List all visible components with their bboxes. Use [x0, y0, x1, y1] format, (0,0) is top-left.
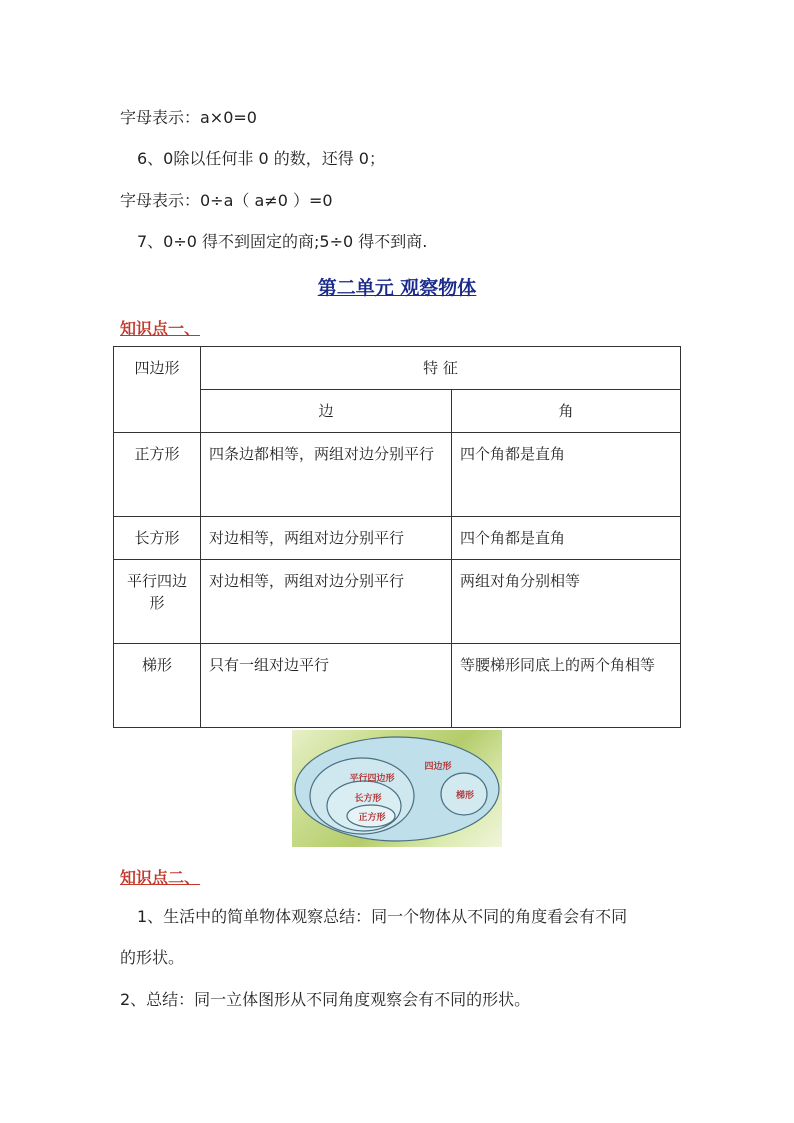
rule-line-6: 6、0除以任何非 0 的数，还得 0； [137, 149, 385, 168]
formula-line-1: 字母表示：a×0=0 [120, 108, 257, 127]
quadrilateral-feature-table [113, 346, 681, 728]
summary-paragraph-1-continued: 的形状。 [120, 948, 185, 967]
row-shape: 正方形 [114, 433, 201, 517]
header-shape: 四边形 [114, 347, 201, 433]
row-side: 只有一组对边平行 [201, 644, 452, 728]
row-side: 对边相等，两组对边分别平行 [201, 560, 452, 644]
quadrilateral-venn-diagram [292, 730, 502, 847]
table-row [114, 517, 681, 560]
row-shape: 平行四边形 [114, 560, 201, 644]
table-row [114, 560, 681, 644]
row-shape: 梯形 [114, 644, 201, 728]
header-side: 边 [201, 390, 452, 433]
row-side: 四条边都相等，两组对边分别平行 [201, 433, 452, 517]
venn-label-square: 正方形 [358, 813, 386, 823]
formula-line-2: 字母表示：0÷a（ a≠0 ）=0 [120, 191, 333, 210]
row-angle: 四个角都是直角 [452, 433, 681, 517]
venn-label-quadrilateral: 四边形 [424, 762, 452, 772]
table-row [114, 644, 681, 728]
row-side: 对边相等，两组对边分别平行 [201, 517, 452, 560]
rule-line-7: 7、0÷0 得不到固定的商;5÷0 得不到商. [137, 232, 428, 251]
venn-label-parallelogram: 平行四边形 [349, 774, 395, 784]
row-angle: 两组对角分别相等 [452, 560, 681, 644]
knowledge-point-2-heading: 知识点二、 [120, 868, 201, 887]
venn-label-rectangle: 长方形 [354, 794, 382, 804]
summary-paragraph-2: 2、总结：同一立体图形从不同角度观察会有不同的形状。 [120, 990, 531, 1009]
knowledge-point-1-heading: 知识点一、 [120, 319, 201, 338]
venn-svg [292, 730, 502, 847]
header-feature: 特 征 [201, 347, 681, 390]
table-row [114, 433, 681, 517]
unit-title: 第二单元 观察物体 [317, 277, 477, 299]
row-angle: 四个角都是直角 [452, 517, 681, 560]
header-angle: 角 [452, 390, 681, 433]
venn-label-trapezoid: 梯形 [455, 791, 475, 801]
row-angle: 等腰梯形同底上的两个角相等 [452, 644, 681, 728]
summary-paragraph-1: 1、生活中的简单物体观察总结：同一个物体从不同的角度看会有不同 [137, 907, 628, 926]
row-shape: 长方形 [114, 517, 201, 560]
